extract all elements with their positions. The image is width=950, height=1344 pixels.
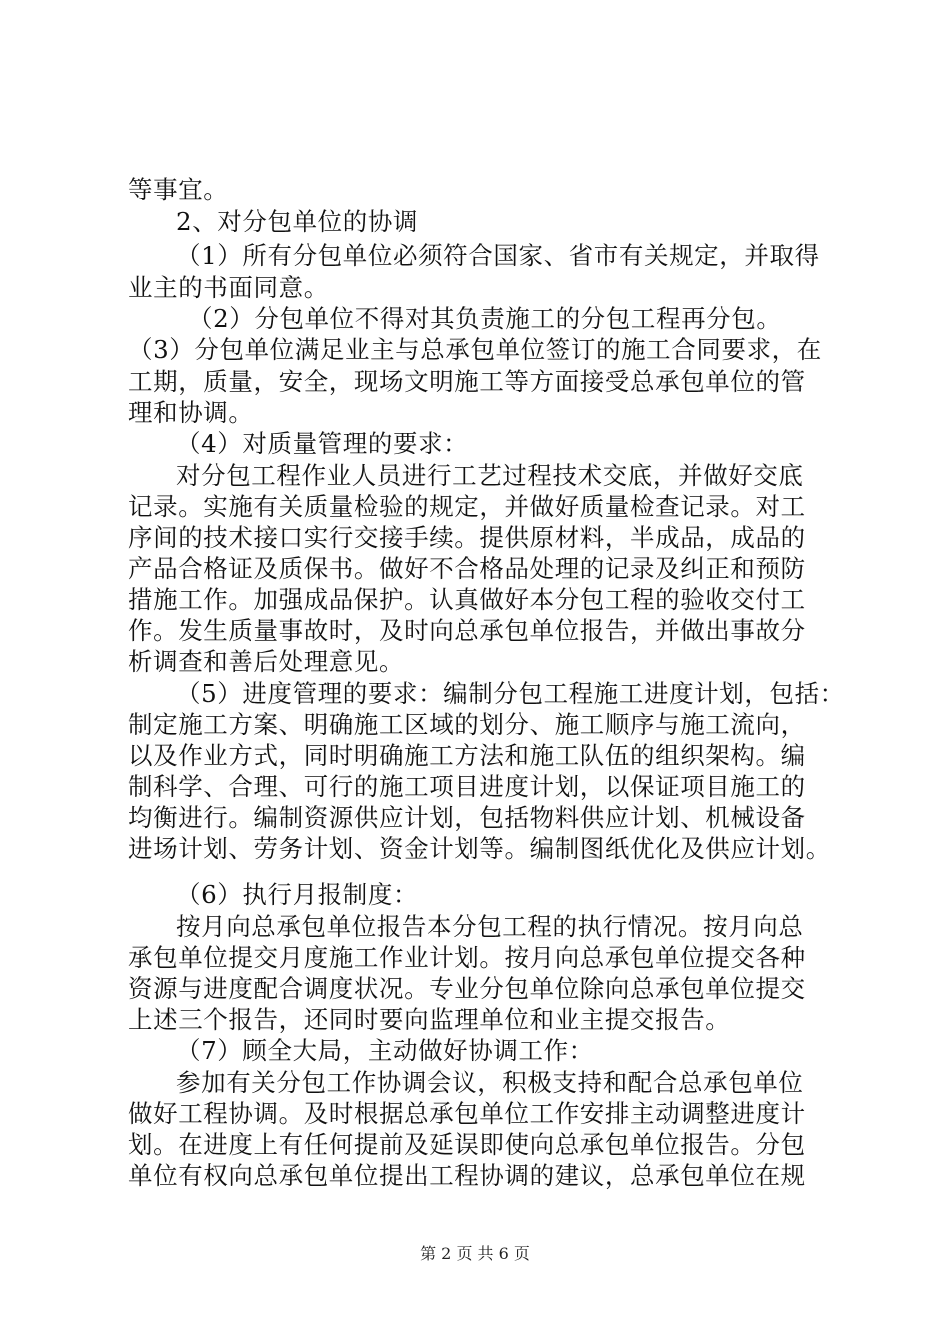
body-line: （2）分包单位不得对其负责施工的分包工程再分包。 [188, 304, 782, 333]
body-line: 上述三个报告，还同时要向监理单位和业主提交报告。 [128, 1005, 731, 1034]
subsection-heading: （6）执行月报制度： [176, 880, 419, 909]
body-line: 产品合格证及质保书。做好不合格品处理的记录及纠正和预防 [128, 554, 806, 583]
body-line: 措施工作。加强成品保护。认真做好本分包工程的验收交付工 [128, 585, 806, 614]
body-line: 承包单位提交月度施工作业计划。按月向总承包单位提交各种 [128, 943, 806, 972]
subsection-heading: （7）顾全大局，主动做好协调工作： [176, 1036, 594, 1065]
body-line: 参加有关分包工作协调会议，积极支持和配合总承包单位 [176, 1068, 804, 1097]
body-line: 理和协调。 [128, 398, 254, 427]
body-line: 作。发生质量事故时，及时向总承包单位报告，并做出事故分 [128, 616, 806, 645]
body-line: 均衡进行。编制资源供应计划，包括物料供应计划、机械设备 [128, 803, 806, 832]
body-line: 资源与进度配合调度状况。专业分包单位除向总承包单位提交 [128, 974, 806, 1003]
body-line: 制定施工方案、明确施工区域的划分、施工顺序与施工流向， [128, 710, 806, 739]
body-line: （5）进度管理的要求：编制分包工程施工进度计划，包括： [176, 679, 845, 708]
body-line: （3）分包单位满足业主与总承包单位签订的施工合同要求，在 [128, 335, 822, 364]
body-line: 序间的技术接口实行交接手续。提供原材料，半成品，成品的 [128, 523, 806, 552]
body-line: 以及作业方式，同时明确施工方法和施工队伍的组织架构。编 [128, 741, 806, 770]
body-line: （1）所有分包单位必须符合国家、省市有关规定，并取得 [176, 241, 820, 270]
body-line: 工期，质量，安全，现场文明施工等方面接受总承包单位的管 [128, 367, 806, 396]
body-line: 做好工程协调。及时根据总承包单位工作安排主动调整进度计 [128, 1099, 806, 1128]
body-line: 业主的书面同意。 [128, 273, 329, 302]
body-line: 析调查和善后处理意见。 [128, 647, 405, 676]
body-line: 等事宜。 [128, 175, 229, 204]
page-number-footer: 第 2 页 共 6 页 [420, 1244, 530, 1263]
body-line: 进场计划、劳务计划、资金计划等。编制图纸优化及供应计划。 [128, 834, 831, 863]
body-line: 记录。实施有关质量检验的规定，并做好质量检查记录。对工 [128, 492, 806, 521]
body-line: 制科学、合理、可行的施工项目进度计划，以保证项目施工的 [128, 772, 806, 801]
body-line: 对分包工程作业人员进行工艺过程技术交底，并做好交底 [176, 461, 804, 490]
body-line: 按月向总承包单位报告本分包工程的执行情况。按月向总 [176, 912, 804, 941]
subsection-heading: （4）对质量管理的要求： [176, 429, 469, 458]
body-line: 单位有权向总承包单位提出工程协调的建议，总承包单位在规 [128, 1161, 806, 1190]
body-line: 划。在进度上有任何提前及延误即使向总承包单位报告。分包 [128, 1130, 806, 1159]
section-heading: 2、对分包单位的协调 [176, 207, 419, 236]
